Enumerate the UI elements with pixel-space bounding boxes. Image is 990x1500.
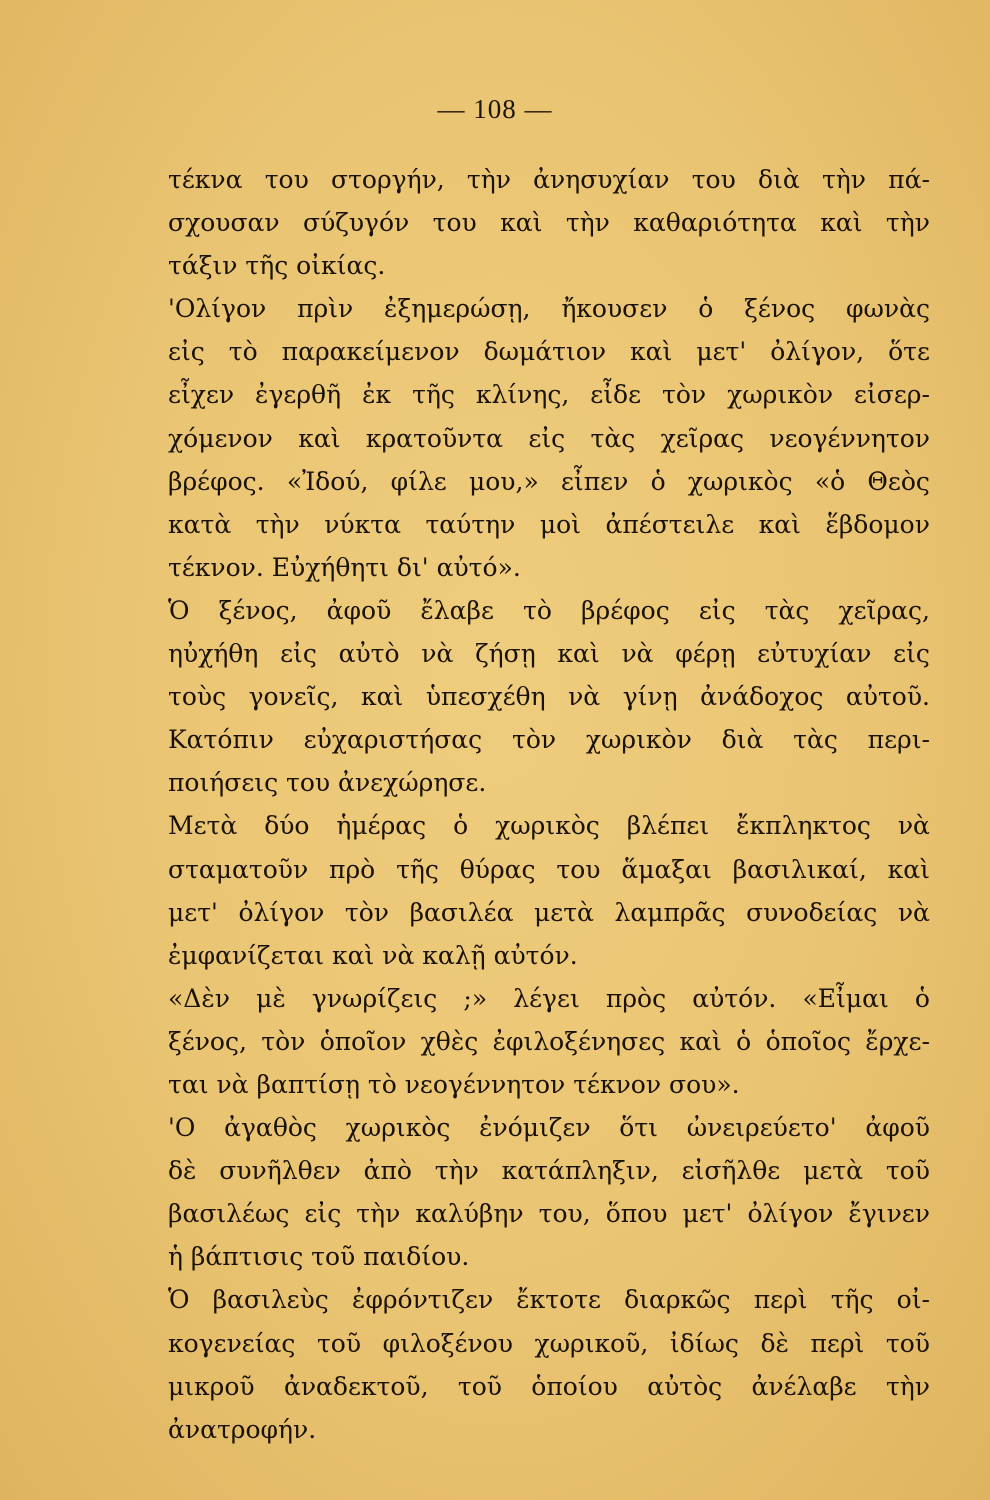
word: πρὸς <box>605 983 667 1013</box>
word: βλέπει <box>626 811 710 841</box>
text-line <box>168 848 930 891</box>
word: αὐτὸ <box>338 639 400 669</box>
word: μικροῦ <box>168 1371 255 1401</box>
word: ξένος, <box>168 1026 247 1056</box>
word: ὀλίγον, <box>770 337 865 367</box>
word: βασιλικαί, <box>732 854 867 884</box>
word: εἰς <box>528 423 566 453</box>
word: χόμενον <box>168 423 273 453</box>
word: χωρικὸς <box>495 811 600 841</box>
word: ἐγερθῆ <box>255 380 342 410</box>
word: εἰς <box>280 639 317 669</box>
text-line <box>168 330 930 373</box>
text-line <box>168 417 930 460</box>
text-line <box>168 1322 930 1365</box>
word: ὠνειρεύετο' <box>686 1113 837 1143</box>
text-line: τάξιν τῆς οἰκίας. <box>168 251 386 281</box>
word: κλίνης, <box>475 380 570 410</box>
text-line <box>168 977 930 1020</box>
text-line: ἀνατροφήν. <box>168 1414 317 1444</box>
text-line <box>168 373 930 416</box>
word: εὐχαριστήσας <box>303 725 483 755</box>
word: τὰς <box>590 423 636 453</box>
text-line <box>168 1278 930 1321</box>
word: κογενείας <box>168 1328 296 1358</box>
text-line <box>168 891 930 934</box>
word: 'Ο <box>168 1113 196 1143</box>
word: μοὶ <box>539 509 581 539</box>
word: μετ' <box>682 1199 733 1229</box>
word: καὶ <box>679 1026 722 1056</box>
word: ἔγινεν <box>848 1199 930 1229</box>
word: ὀλίγον <box>238 897 325 927</box>
text-line <box>168 1365 930 1408</box>
word: γνωρίζεις <box>311 983 438 1013</box>
word: Θεὸς <box>867 466 930 496</box>
word: τοὺς <box>168 682 227 712</box>
word: ὑπεσχέθη <box>425 682 546 712</box>
word: νὰ <box>897 811 930 841</box>
word: στοργήν, <box>331 165 445 194</box>
word: γονεῖς, <box>248 682 339 712</box>
word: καὶ <box>298 423 341 453</box>
word: χωρικὸς <box>345 1113 451 1143</box>
text-line <box>168 675 930 718</box>
word: νύκτα <box>324 509 401 539</box>
word: καὶ <box>500 208 543 238</box>
word: βρέφος. <box>168 466 265 496</box>
word: καλύβην <box>415 1199 524 1229</box>
word: ὅπου <box>605 1199 668 1229</box>
word: τὴν <box>885 1371 930 1401</box>
word: φωνὰς <box>845 294 930 324</box>
word: εἰς <box>168 337 205 367</box>
word: ἀφοῦ <box>326 595 392 625</box>
word: τὰς <box>764 595 810 625</box>
word: 'Ολίγον <box>168 294 267 324</box>
word: εἰσῆλθε <box>681 1156 781 1186</box>
word: χωρικοῦ, <box>534 1328 649 1358</box>
text-line: τέκνον. Εὐχήθητι δι' αὐτό». <box>168 552 521 582</box>
word: φίλε <box>390 466 447 496</box>
word: κρατοῦντα <box>365 423 504 453</box>
word: εἶχεν <box>168 380 235 410</box>
word: εἰς <box>698 595 736 625</box>
word: μὲ <box>256 983 286 1013</box>
word: του, <box>538 1199 591 1229</box>
word: του <box>691 165 736 194</box>
word: ξένος, <box>218 595 298 625</box>
word: εἶπεν <box>560 466 629 496</box>
word: «Εἶμαι <box>802 983 889 1013</box>
word: μετ' <box>696 337 747 367</box>
word: τῆς <box>412 380 455 410</box>
word: ὁ <box>698 294 714 324</box>
word: τὴν <box>434 1156 479 1186</box>
word: χεῖρας, <box>838 595 930 625</box>
word: «Ἰδού, <box>286 466 369 496</box>
text-line: ἐμφανίζεται καὶ νὰ καλῇ αὐτόν. <box>168 940 578 970</box>
text-line <box>168 460 930 503</box>
word: ὁποῖος <box>765 1026 851 1056</box>
word: πά- <box>888 165 930 194</box>
word: ηὐχήθη <box>168 639 259 669</box>
word: ὁ <box>736 1026 752 1056</box>
word: τὴν <box>356 1199 401 1229</box>
word: ἰδίως <box>669 1328 739 1358</box>
word: χωρικὸν <box>727 380 834 410</box>
word: νὰ <box>568 682 601 712</box>
word: δύο <box>264 811 310 841</box>
word: ζήσῃ <box>475 639 536 669</box>
word: ἀνάδοχος <box>700 682 824 712</box>
word: συνοδείας <box>746 897 878 927</box>
word: Κατόπιν <box>168 725 274 755</box>
word: αὐτόν. <box>692 983 777 1013</box>
word: φιλοξένου <box>382 1328 513 1358</box>
word: τὸν <box>662 380 707 410</box>
word: λέγει <box>513 983 580 1013</box>
word: ;» <box>463 983 488 1013</box>
word: τοῦ <box>457 1371 502 1401</box>
word: πρὸ <box>329 854 376 884</box>
word: κατάπληξιν, <box>501 1156 659 1186</box>
word: περὶ <box>753 1285 808 1315</box>
word: εἰς <box>893 639 930 669</box>
word: ὀλίγον <box>747 1199 834 1229</box>
word: θύρας <box>459 854 536 884</box>
text-line <box>168 1106 930 1149</box>
text-line <box>168 287 930 330</box>
word: τὸ <box>523 595 552 625</box>
word: ἕβδομον <box>825 509 930 539</box>
word: νὰ <box>621 639 654 669</box>
text-line <box>168 1020 930 1063</box>
word: τὸ <box>228 337 258 367</box>
word: κατὰ <box>168 509 232 539</box>
word: χθὲς <box>420 1026 479 1056</box>
word: δὲ <box>168 1156 197 1186</box>
word: Μετὰ <box>168 811 238 841</box>
word: βρέφος <box>581 595 670 625</box>
word: ἀνησυχίαν <box>533 165 670 194</box>
word: χεῖρας <box>660 423 745 453</box>
word: τὸν <box>511 725 557 755</box>
text-line <box>168 1192 930 1235</box>
text-line <box>168 632 930 675</box>
word: του <box>432 208 477 238</box>
text-line: ποιήσεις του ἀνεχώρησε. <box>168 768 487 798</box>
word: διὰ <box>721 725 764 755</box>
word: εἶδε <box>590 380 642 410</box>
word: ἡμέρας <box>336 811 427 841</box>
word: αὐτοῦ. <box>845 682 930 712</box>
word: γίνῃ <box>622 682 678 712</box>
word: χωρικὸς <box>687 466 793 496</box>
text-line <box>168 503 930 546</box>
word: φέρῃ <box>675 639 736 669</box>
word: τέκνα <box>168 165 243 194</box>
text-line <box>168 158 930 201</box>
body-text <box>168 158 930 1451</box>
word: μετὰ <box>803 1156 863 1186</box>
page-number: — 108 — <box>437 94 553 124</box>
word: ὁποῖον <box>319 1026 407 1056</box>
word: του <box>556 854 601 884</box>
text-line <box>168 804 930 847</box>
word: λαμπρᾶς <box>614 897 726 927</box>
word: τοῦ <box>316 1328 362 1358</box>
word: ὁ <box>914 983 930 1013</box>
word: ἐφρόντιζεν <box>351 1285 494 1315</box>
word: παρακείμενον <box>281 337 460 367</box>
word: ὅτε <box>888 337 930 367</box>
word: «ὁ <box>814 466 846 496</box>
word: διὰ <box>758 165 800 194</box>
word: ἀγαθὸς <box>224 1113 317 1143</box>
word: ἐφιλοξένησες <box>492 1026 666 1056</box>
word: βασιλεὺς <box>212 1285 329 1315</box>
word: ἀφοῦ <box>865 1113 930 1143</box>
text-line <box>168 589 930 632</box>
word: τὴν <box>255 509 300 539</box>
word: τὴν <box>821 165 866 194</box>
word: του <box>264 165 309 194</box>
word: διαρκῶς <box>624 1285 731 1315</box>
word: καὶ <box>887 854 930 884</box>
word: βασιλέα <box>409 897 514 927</box>
word: τὸν <box>261 1026 306 1056</box>
word: καὶ <box>758 509 801 539</box>
word: ἐκ <box>362 380 392 410</box>
word: συνῆλθεν <box>219 1156 341 1186</box>
word: καὶ <box>557 639 600 669</box>
word: ὅτι <box>619 1113 658 1143</box>
word: νὰ <box>421 639 454 669</box>
text-line <box>168 1149 930 1192</box>
word: Ὁ <box>168 1285 190 1315</box>
word: ὁ <box>650 466 666 496</box>
word: μετὰ <box>534 897 594 927</box>
word: χωρικὸν <box>585 725 692 755</box>
word: τὰς <box>793 725 838 755</box>
word: πρὶν <box>297 294 354 324</box>
word: καὶ <box>630 337 673 367</box>
word: ἐνόμιζεν <box>479 1113 591 1143</box>
word: αὐτὸς <box>647 1371 723 1401</box>
word: τὸν <box>344 897 390 927</box>
word: ἔκτοτε <box>516 1285 601 1315</box>
word: ξένος <box>744 294 816 324</box>
word: καὶ <box>361 682 404 712</box>
word: «Δὲν <box>168 983 230 1013</box>
word: τὴν <box>885 208 930 238</box>
word: καθαριότητα <box>633 208 797 238</box>
word: τοῦ <box>885 1328 930 1358</box>
text-line: ἡ βάπτισις τοῦ παιδίου. <box>168 1242 470 1272</box>
word: τὴν <box>466 165 511 194</box>
word: σχουσαν <box>168 208 280 238</box>
word: ἀνέλαβε <box>751 1371 857 1401</box>
word: σύζυγόν <box>303 208 410 238</box>
word: τὴν <box>565 208 610 238</box>
word: τῆς <box>830 1285 874 1315</box>
word: εὐτυχίαν <box>757 639 872 669</box>
word: νὰ <box>897 897 930 927</box>
word: ἀπέστειλε <box>605 509 735 539</box>
word: περι- <box>867 725 930 755</box>
word: βασιλέως <box>168 1199 290 1229</box>
word: ἔλαβε <box>420 595 494 625</box>
word: ἤκουσεν <box>561 294 668 324</box>
word: ἀπὸ <box>363 1156 412 1186</box>
word: ἀναδεκτοῦ, <box>283 1371 429 1401</box>
word: ἔρχε- <box>865 1026 930 1056</box>
word: εἰς <box>304 1199 342 1229</box>
word: ἔκπληκτος <box>736 811 871 841</box>
word: τοῦ <box>885 1156 930 1186</box>
word: μετ' <box>168 897 218 927</box>
word: εἰσερ- <box>854 380 930 410</box>
word: σταματοῦν <box>168 854 309 884</box>
word: νεογέννητον <box>769 423 930 453</box>
word: δωμάτιον <box>483 337 607 367</box>
word: μου,» <box>469 466 539 496</box>
word: δὲ <box>760 1328 789 1358</box>
word: περὶ <box>810 1328 865 1358</box>
word: ὁποίου <box>531 1371 618 1401</box>
text-line <box>168 201 930 244</box>
word: ὁ <box>453 811 469 841</box>
word: Ὁ <box>168 595 190 625</box>
word: ἐξημερώσῃ, <box>384 294 531 324</box>
word: ἅμαξαι <box>621 854 712 884</box>
word: οἰ- <box>896 1285 930 1315</box>
text-line: ται νὰ βαπτίσῃ τὸ νεογέννητον τέκνον σου». <box>168 1069 740 1099</box>
word: τῆς <box>396 854 439 884</box>
word: ταύτην <box>425 509 516 539</box>
word: καὶ <box>820 208 863 238</box>
text-line <box>168 718 930 761</box>
